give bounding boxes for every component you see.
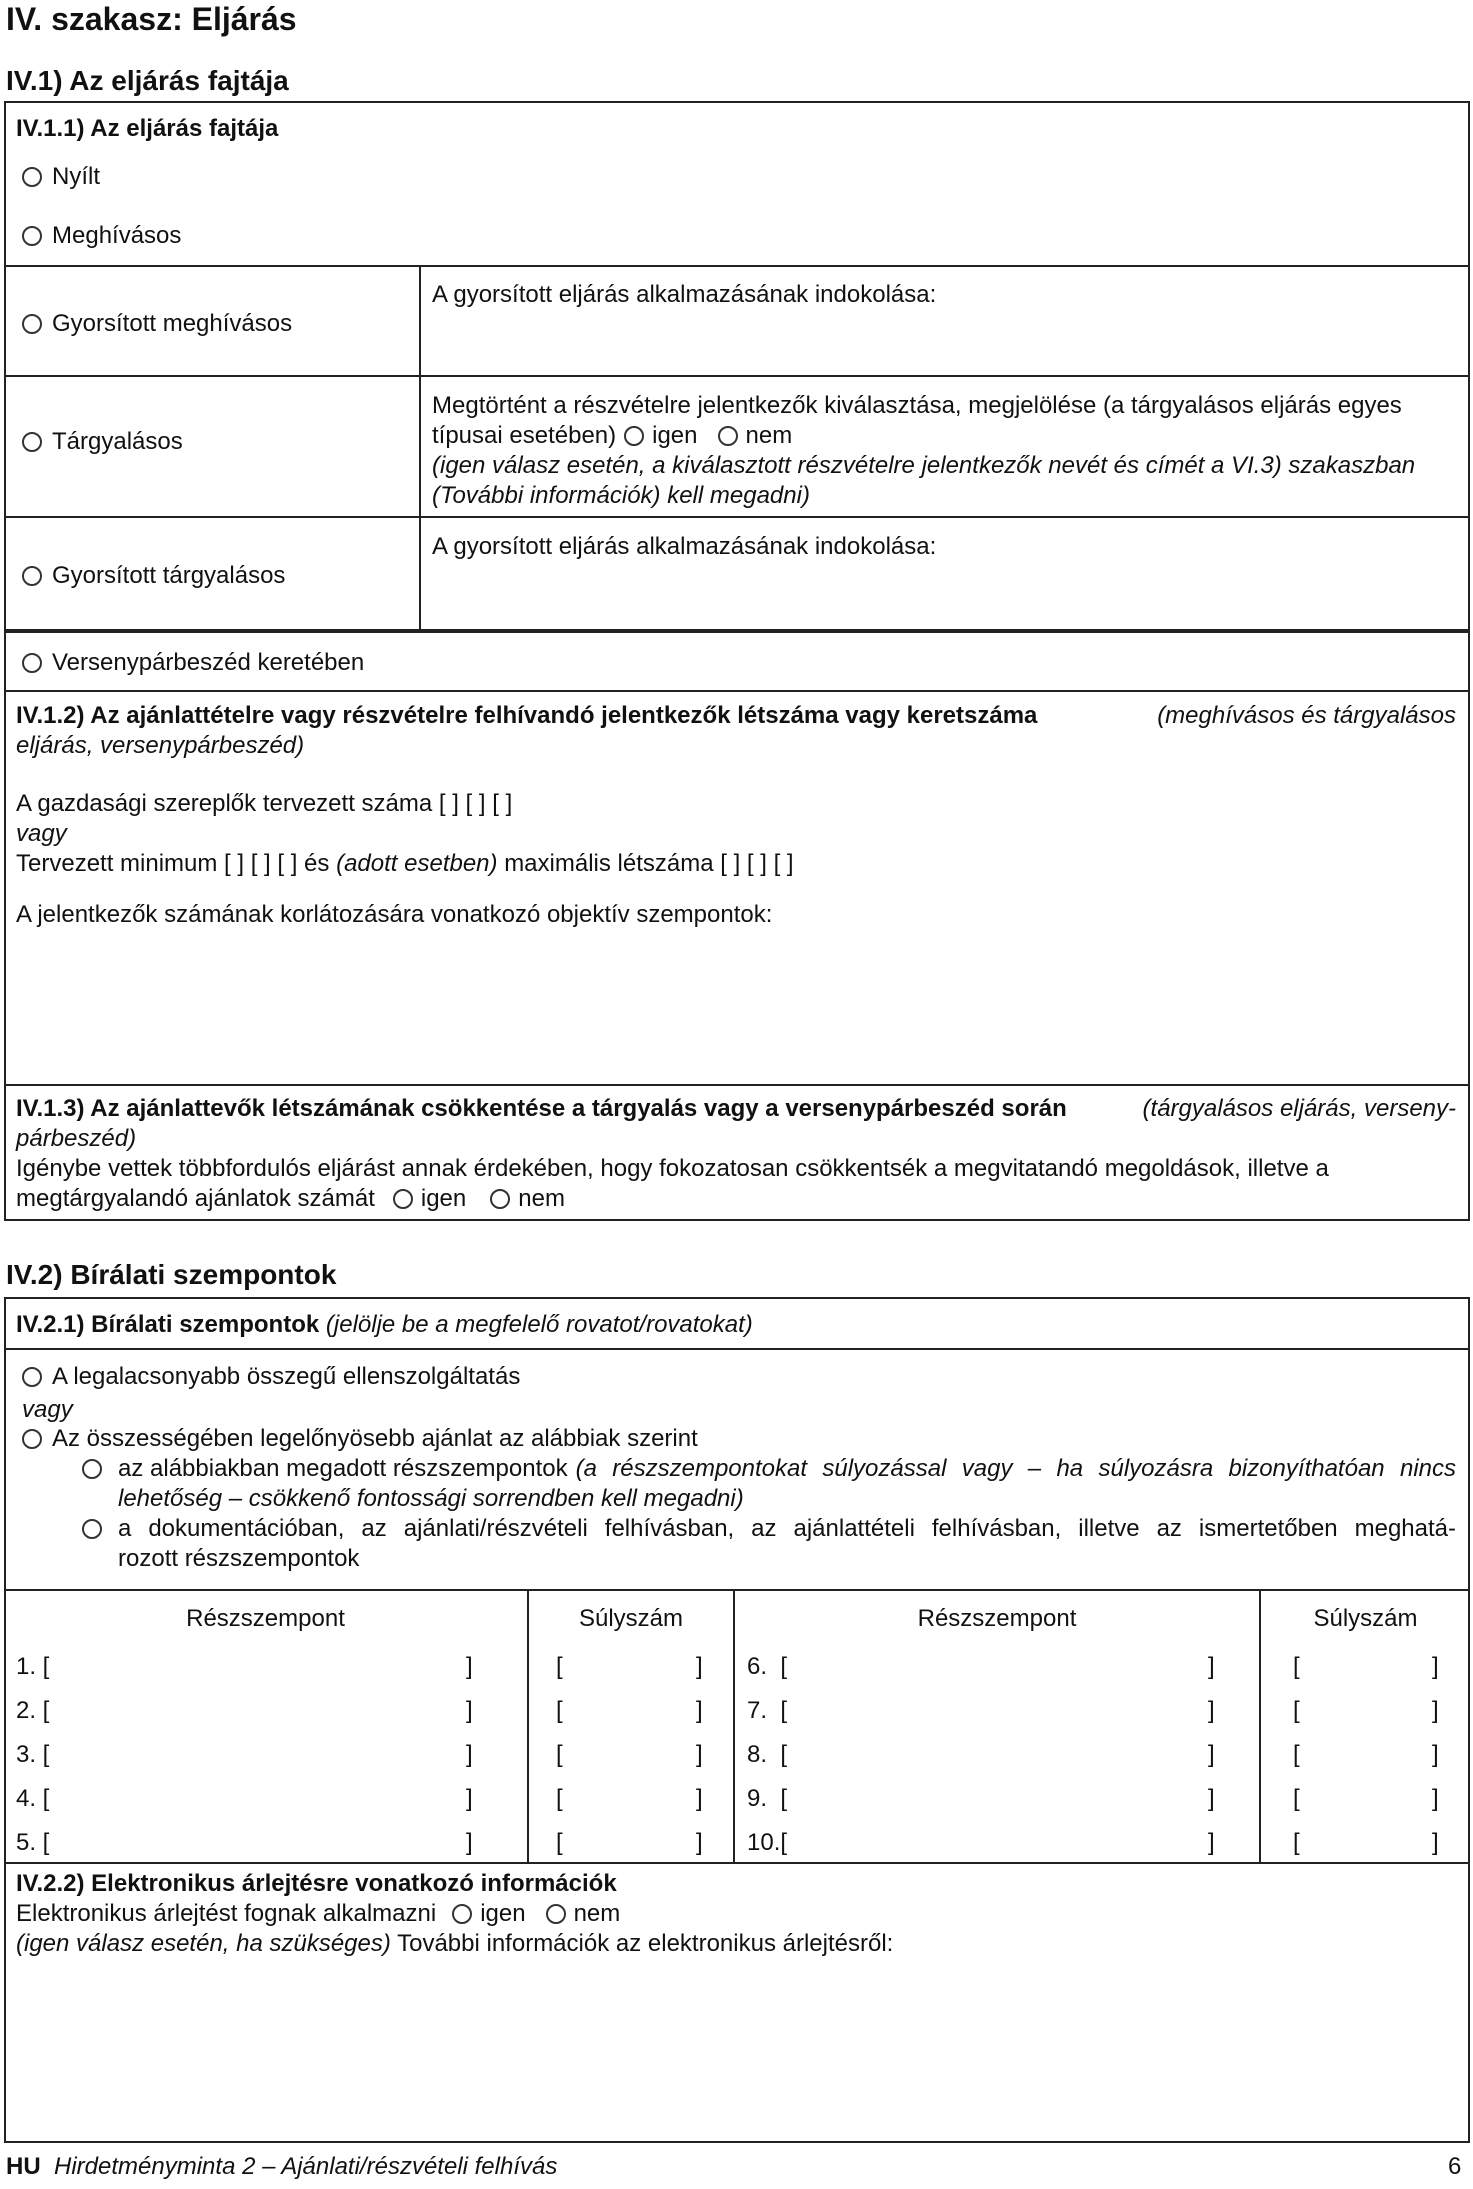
- page-number: 6: [1448, 2153, 1462, 2180]
- table-row-right-weight-close: ]: [1432, 1785, 1439, 1812]
- or-text-2: vagy: [22, 1396, 73, 1423]
- candidates-number-section: IV.1.2) Az ajánlattételre vagy részvételre felhívandó jelentkezők létszáma vagy keretszáma (meghívásos és tárgyalásos eljárás, versenypárbeszéd): [16, 702, 1456, 759]
- table-row-right-subcriterion-close: ]: [1208, 1785, 1215, 1812]
- table-row-right-weight-open: [: [1293, 1653, 1300, 1680]
- table-row-left-subcriterion-close: ]: [466, 1829, 473, 1856]
- table-row-right-subcriterion-open: 6. [: [747, 1653, 788, 1680]
- table-row-left-weight-close: ]: [696, 1653, 703, 1680]
- radio-icon[interactable]: [22, 226, 42, 246]
- table-row-right-subcriterion-open: 8. [: [747, 1741, 788, 1768]
- option-versenyparbeszed[interactable]: Versenypárbeszéd keretében: [22, 648, 364, 678]
- table-row-left-weight-close: ]: [696, 1785, 703, 1812]
- radio-icon[interactable]: [22, 653, 42, 673]
- table-row-left-subcriterion-close: ]: [466, 1653, 473, 1680]
- table-row-left-weight-close: ]: [696, 1741, 703, 1768]
- table-row-right-subcriterion-close: ]: [1208, 1653, 1215, 1680]
- table-header-subcriterion: Részszempont: [186, 1605, 345, 1632]
- divider: [4, 375, 1470, 377]
- option-nyilt[interactable]: Nyílt: [22, 162, 100, 192]
- table-row-left-subcriterion-close: ]: [466, 1741, 473, 1768]
- table-row-right-subcriterion-open: 9. [: [747, 1785, 788, 1812]
- table-row-left-weight-close: ]: [696, 1697, 703, 1724]
- divider: [419, 265, 421, 631]
- radio-icon[interactable]: [718, 426, 738, 446]
- radio-icon[interactable]: [82, 1459, 102, 1479]
- divider: [4, 1348, 1470, 1350]
- subcriteria-below-text: az alábbiakban megadott részszempontok (a részszempontokat súlyozással vagy – ha súlyozásra bizonyíthatóan nincs lehetőség – csökkenő fontossági sorrendben kell megadni): [118, 1455, 1456, 1512]
- table-header-weight-2: Súlyszám: [1313, 1605, 1418, 1632]
- table-row-right-weight-open: [: [1293, 1785, 1300, 1812]
- option-lowest-price[interactable]: A legalacsonyabb összegű ellenszolgáltatás: [22, 1362, 520, 1392]
- table-row-right-weight-close: ]: [1432, 1653, 1439, 1680]
- divider: [4, 1084, 1470, 1086]
- eauction-line: Elektronikus árlejtést fognak alkalmazni igen nem: [16, 1900, 621, 1927]
- table-row-right-weight-open: [: [1293, 1697, 1300, 1724]
- table-row-left-weight-open: [: [556, 1741, 563, 1768]
- accelerated-justification-label-2: A gyorsított eljárás alkalmazásának indokolása:: [432, 533, 937, 560]
- award-criteria-title: IV.2.1) Bírálati szempontok (jelölje be a megfelelő rovatot/rovatokat): [16, 1311, 753, 1338]
- radio-icon[interactable]: [22, 1367, 42, 1387]
- table-row-left-subcriterion-open: 2. [: [16, 1697, 50, 1724]
- section-title: IV. szakasz: Eljárás: [6, 1, 297, 37]
- radio-icon[interactable]: [22, 1429, 42, 1449]
- eauction-title: IV.2.2) Elektronikus árlejtésre vonatkozó információk: [16, 1870, 617, 1897]
- table-row-left-weight-open: [: [556, 1829, 563, 1856]
- procedure-type-title: IV.1.1) Az eljárás fajtája: [16, 115, 279, 142]
- table-row-right-subcriterion-close: ]: [1208, 1697, 1215, 1724]
- option-subcriteria-documents[interactable]: [82, 1514, 112, 1544]
- footer: HU Hirdetményminta 2 – Ajánlati/részvételi felhívás: [6, 2153, 558, 2180]
- table-row-right-weight-close: ]: [1432, 1829, 1439, 1856]
- objective-criteria-label: A jelentkezők számának korlátozására vonatkozó objektív szempontok:: [16, 901, 773, 928]
- divider: [4, 516, 1470, 518]
- option-gyorsitott-meghivasos[interactable]: Gyorsított meghívásos: [22, 309, 292, 339]
- table-header-subcriterion-2: Részszempont: [917, 1605, 1077, 1632]
- radio-icon[interactable]: [22, 314, 42, 334]
- table-row-left-subcriterion-open: 4. [: [16, 1785, 50, 1812]
- divider: [4, 1589, 1470, 1591]
- table-row-left-subcriterion-close: ]: [466, 1697, 473, 1724]
- radio-icon[interactable]: [490, 1189, 510, 1209]
- table-row-left-weight-open: [: [556, 1697, 563, 1724]
- reduction-section: IV.1.3) Az ajánlattevők létszámának csökkentése a tárgyalás vagy a versenypárbeszéd során (tárgyalásos eljárás, verseny- párbeszéd) Igénybe vettek többfordulós eljárást annak érdekében, hogy fokozatosan csökkentsék a megvitatandó megoldások, illetve a megtárgyalandó ajánlatok számát igen nem: [16, 1095, 1456, 1212]
- option-meghivasos[interactable]: Meghívásos: [22, 221, 181, 251]
- table-row-left-weight-close: ]: [696, 1829, 703, 1856]
- option-gyorsitott-targyalasos[interactable]: Gyorsított tárgyalásos: [22, 561, 285, 591]
- table-header-weight: Súlyszám: [578, 1605, 684, 1632]
- divider: [4, 1862, 1470, 1864]
- planned-number-line: A gazdasági szereplők tervezett száma [ ] [ ] [ ]: [16, 790, 513, 817]
- option-subcriteria-below[interactable]: [82, 1454, 112, 1484]
- option-most-advantageous[interactable]: Az összességében legelőnyösebb ajánlat az alábbiak szerint: [22, 1424, 698, 1454]
- table-row-right-weight-close: ]: [1432, 1697, 1439, 1724]
- table-row-left-weight-open: [: [556, 1653, 563, 1680]
- radio-icon[interactable]: [82, 1519, 102, 1539]
- eauction-info-line: (igen válasz esetén, ha szükséges) További információk az elektronikus árlejtésről:: [16, 1930, 894, 1957]
- radio-icon[interactable]: [22, 566, 42, 586]
- table-row-left-subcriterion-close: ]: [466, 1785, 473, 1812]
- radio-icon[interactable]: [546, 1904, 566, 1924]
- table-row-left-subcriterion-open: 5. [: [16, 1829, 50, 1856]
- radio-icon[interactable]: [624, 426, 644, 446]
- option-targyalasos[interactable]: Tárgyalásos: [22, 427, 183, 457]
- table-row-left-weight-open: [: [556, 1785, 563, 1812]
- subsection-title-iv2: IV.2) Bírálati szempontok: [6, 1259, 337, 1290]
- divider: [4, 690, 1470, 692]
- table-row-right-weight-open: [: [1293, 1829, 1300, 1856]
- subsection-title-iv1: IV.1) Az eljárás fajtája: [6, 65, 289, 96]
- radio-icon[interactable]: [393, 1189, 413, 1209]
- table-row-right-weight-close: ]: [1432, 1741, 1439, 1768]
- table-row-left-subcriterion-open: 1. [: [16, 1653, 50, 1680]
- negotiated-selection-text: Megtörtént a részvételre jelentkezők kiválasztása, megjelölése (a tárgyalásos eljárás egyes típusai esetében) igen nem (igen válasz esetén, a kiválasztott részvételre jelentkezők nevét és címét a VI.3) szakaszban (További információk) kell megadni): [432, 392, 1416, 509]
- radio-icon[interactable]: [22, 167, 42, 187]
- subcriteria-documents-text: a dokumentációban, az ajánlati/részvételi felhívásban, az ajánlattételi felhívásban, illetve az ismertetőben meghatá- rozott részszempontok: [118, 1515, 1456, 1572]
- table-row-right-subcriterion-close: ]: [1208, 1829, 1215, 1856]
- divider: [4, 265, 1470, 267]
- table-row-left-subcriterion-open: 3. [: [16, 1741, 50, 1768]
- radio-icon[interactable]: [452, 1904, 472, 1924]
- or-text: vagy: [16, 820, 67, 847]
- table-row-right-subcriterion-open: 7. [: [747, 1697, 788, 1724]
- table-row-right-subcriterion-open: 10.[: [747, 1829, 788, 1856]
- min-max-line: Tervezett minimum [ ] [ ] [ ] és (adott esetben) maximális létszáma [ ] [ ] [ ]: [16, 850, 794, 877]
- table-row-right-subcriterion-close: ]: [1208, 1741, 1215, 1768]
- accelerated-justification-label: A gyorsított eljárás alkalmazásának indokolása:: [432, 281, 937, 308]
- radio-icon[interactable]: [22, 432, 42, 452]
- table-row-right-weight-open: [: [1293, 1741, 1300, 1768]
